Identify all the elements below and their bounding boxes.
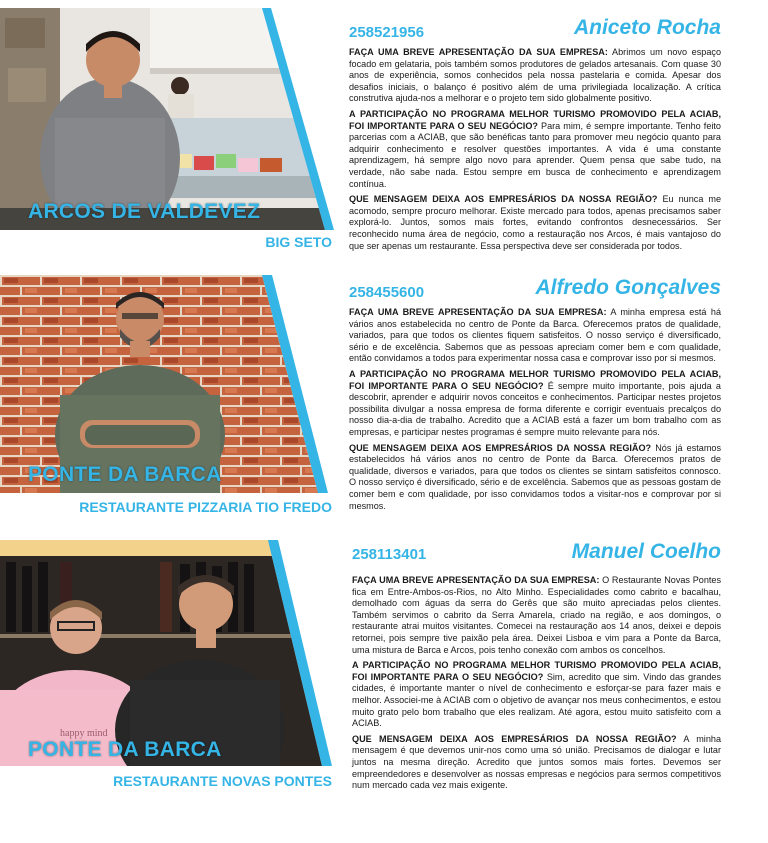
answer: É sempre muito importante, pois ajuda a descobrir, aprender e adquirir novos conceitos e conhecimentos. Participar nestes projetos possibilita divulgar a nossa empresa de forma diferente e corrigir eventuais precalços do nosso dia-a-dia de trabalho. Acredito que a ACIAB está a fazer um bom trabalho com as empresas, e participar nestes programas é sempre muito relevante para nós.	[349, 380, 721, 437]
question: FAÇA UMA BREVE APRESENTAÇÃO DA SUA EMPRESA:	[349, 307, 607, 317]
business-name: RESTAURANTE NOVAS PONTES	[113, 773, 332, 789]
question: QUE MENSAGEM DEIXA AOS EMPRESÁRIOS DA NOSSA REGIÃO?	[352, 733, 677, 744]
interview-text	[349, 307, 721, 516]
person-name: Manuel Coelho	[571, 540, 721, 563]
profile-photo-block	[0, 8, 345, 230]
profile-photo-block	[0, 540, 345, 766]
answer: A minha mensagem é que devemos unir-nos como uma só união. Precisamos de dialogar e lutar juntos na mesma direção. Acredito que juntos somos mais fortes. Devemos ser empreendedores e desenvolver as nossas empresas e negócios para sermos competitivos num mercado cada vez mais exigente.	[352, 733, 722, 791]
location-label: PONTE DA BARCA	[28, 463, 222, 486]
qa-item	[352, 734, 721, 792]
qa-item	[349, 443, 721, 513]
qa-item	[349, 194, 721, 252]
qa-item	[349, 47, 721, 105]
phone-number: 258113401	[352, 546, 427, 563]
photo-wine-shelves	[0, 540, 345, 766]
interview-text	[352, 575, 721, 796]
interview-text	[349, 47, 721, 256]
question: FAÇA UMA BREVE APRESENTAÇÃO DA SUA EMPRESA:	[352, 575, 600, 585]
profile-text-column	[349, 16, 721, 260]
phone-number: 258521956	[349, 24, 425, 41]
answer: Para mim, é sempre importante. Tenho feito parcerias com a ACIAB, que são benéficas tanto para promover meu negócio quanto para adquirir conhecimento e resolver questões importantes. A vida é uma constante aprendizagem, há sempre algo novo para aprender. Quem pensa que sabe tudo, na verdade, não sabe nada. Estou sempre em busca de conhecimento e aprendizagem contínua.	[349, 120, 721, 189]
answer: A minha empresa está há vários anos estabelecida no centro de Ponte da Barca. Oferecemos pratos de qualidade, variados, para que todos os clientes fiquem satisfeitos. O nosso serviço é diversificado, sério e de excelência. Sabemos que as pessoas apreciam comer bem e com qualidade, então convidamos a todos para experimentar nossa casa e comprovar isso por si mesmos.	[349, 307, 721, 364]
photo-brick-wall	[0, 275, 345, 493]
answer: Eu nunca me acomodo, sempre procuro melhorar. Existe mercado para todos, apenas precisamos saber explorá-lo. Juntos, somos mais fortes, evitando confrontos desnecessários. Ser reconhecido numa área de negócio, como a restauração nos Arcos, é mais vantajoso do que ser apenas um restaurante. Essa perspectiva deve ser considerada por todos.	[349, 194, 722, 251]
qa-item	[352, 575, 721, 656]
question: A PARTICIPAÇÃO NO PROGRAMA MELHOR TURISMO PROMOVIDO PELA ACIAB, FOI IMPORTANTE PARA O SEU NEGÓCIO?	[352, 660, 721, 682]
qa-item	[352, 660, 721, 730]
location-label: PONTE DA BARCA	[28, 738, 222, 761]
qa-item	[349, 109, 721, 190]
question: QUE MENSAGEM DEIXA AOS EMPRESÁRIOS DA NOSSA REGIÃO?	[349, 194, 658, 205]
business-name: BIG SETO	[265, 234, 332, 250]
qa-item	[349, 307, 721, 365]
person-name: Alfredo Gonçalves	[535, 276, 721, 299]
profile-photo-block	[0, 275, 345, 493]
question: QUE MENSAGEM DEIXA AOS EMPRESÁRIOS DA NOSSA REGIÃO?	[349, 442, 652, 453]
shirt-print: happy mind	[60, 728, 108, 739]
profile-text-column	[349, 276, 721, 526]
phone-number: 258455600	[349, 284, 425, 301]
photo-gelataria	[0, 8, 345, 230]
person-name: Aniceto Rocha	[573, 16, 721, 39]
profile-text-column	[352, 540, 721, 800]
location-label: ARCOS DE VALDEVEZ	[28, 200, 261, 223]
question: A PARTICIPAÇÃO NO PROGRAMA MELHOR TURISMO PROMOVIDO PELA ACIAB, FOI IMPORTANTE PARA O SEU NEGÓCIO?	[349, 368, 721, 391]
answer: O Restaurante Novas Pontes fica em Entre-Ambos-os-Rios, no Alto Minho. Especialidades como cabrito e bacalhau, demolhado com águas da serra do Gerês que são muito apreciadas pelos clientes. Também servimos o cabrito da Serra Amarela, criado na região, e aos domingos, o restaurante atrai muitos visitantes. Comecei na restauração aos 14 anos, deixei e depois retornei, pois sempre tive paixão pela área. Deixei Lisboa e vim para a Ponte da Barca, uma mistura de Barca e Arcos, pois tenho conexão com ambos os concelhos.	[352, 575, 722, 655]
answer: Abrimos um novo espaço focado em gelataria, pois também somos produtores de gelados artesanais. Com quase 30 anos de experiência, somos conhecidos pela nossa pastelaria e comida. Apesar dos desafios iniciais, o balanço é positivo além de uma privilegiada localização. A crítica construtiva ajuda-nos a melhorar e o projeto tem sido globalmente positivo.	[349, 47, 721, 104]
answer: Nós já estamos estabelecidos há vários anos no centro de Ponte da Barca. Oferecemos pratos de qualidade, diversos e variados, para que todos os clientes se sintam satisfeitos connosco. O nosso serviço é diversificado, sério e de excelência. Sabemos que as pessoas gostam de comer bem e com qualidade, por isso convidamos todos a visitar-nos e comprovar por si mesmos.	[349, 442, 722, 511]
qa-item	[349, 369, 721, 439]
question: FAÇA UMA BREVE APRESENTAÇÃO DA SUA EMPRESA:	[349, 47, 608, 57]
answer: Sim, acredito que sim. Vindo das grandes cidades, é importante manter o nível de conhecimento e esforçar-se para fazer mais e melhor. Associei-me à ACIAB com o objetivo de avançar nos meus conhecimentos, e estou muito grato pelo bom trabalho que eles realizam. Até agora, estou muito satisfeito com a ACIAB.	[352, 671, 721, 729]
business-name: RESTAURANTE PIZZARIA TIO FREDO	[79, 499, 332, 515]
question: A PARTICIPAÇÃO NO PROGRAMA MELHOR TURISMO PROMOVIDO PELA ACIAB, FOI IMPORTANTE PARA O SEU NEGÓCIO?	[349, 108, 721, 131]
